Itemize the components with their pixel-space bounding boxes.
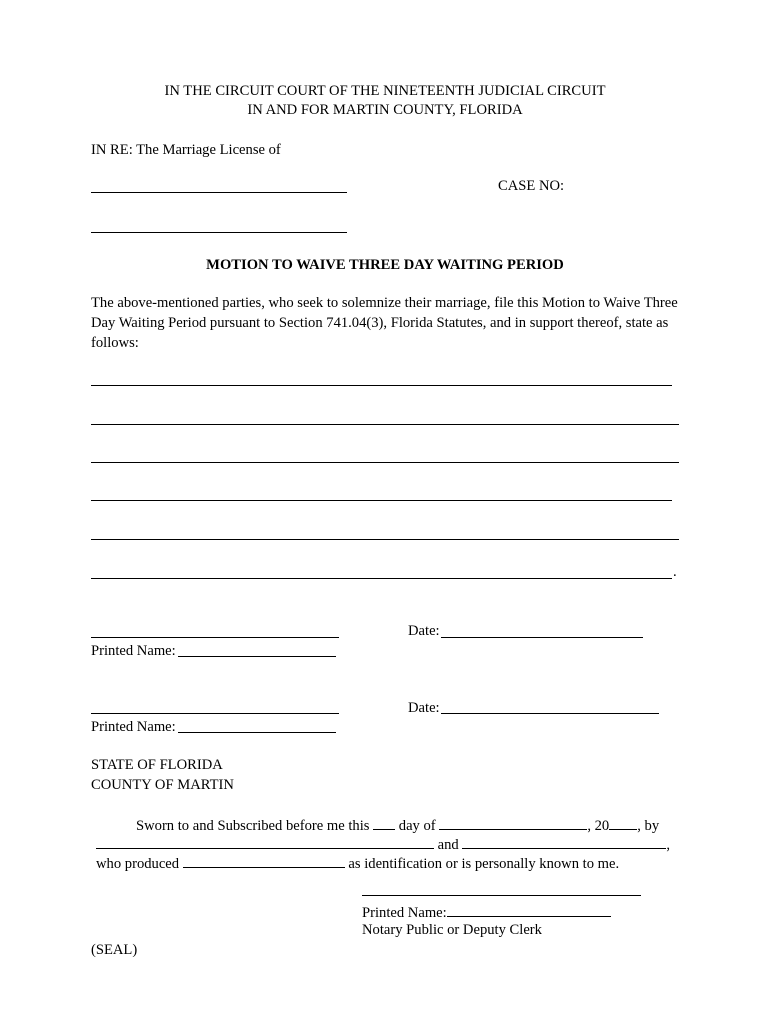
venue-state: STATE OF FLORIDA [91, 757, 223, 773]
jurat-by-text: , by [637, 818, 660, 834]
jurat-and-text: and [437, 837, 459, 853]
printed-name-label-2: Printed Name: [91, 719, 176, 735]
in-re-label: IN RE: The Marriage License of [91, 142, 281, 158]
jurat-year-field[interactable] [609, 815, 637, 830]
statement-line-6[interactable] [91, 578, 672, 579]
motion-intro-paragraph: The above-mentioned parties, who seek to solemnize their marriage, file this Motion to Waive Three Day Waiting Period pursuant to Section 741.04(3), Florida Statutes, and in support thereof, state as follows: [91, 295, 678, 351]
court-header-line-2: IN AND FOR MARTIN COUNTY, FLORIDA [247, 102, 523, 118]
party-1-name-field[interactable] [91, 192, 347, 193]
jurat-party-1-field[interactable] [96, 834, 434, 849]
jurat-month-field[interactable] [439, 815, 587, 830]
jurat-who-produced-text: who produced [96, 856, 180, 872]
statement-line-4[interactable] [91, 500, 672, 501]
printed-name-field-1[interactable] [178, 656, 336, 657]
seal-placeholder: (SEAL) [91, 942, 138, 958]
jurat-line-2 [96, 834, 670, 854]
jurat-identification-text: as identification or is personally known to me. [348, 856, 620, 872]
printed-name-field-2[interactable] [178, 732, 336, 733]
printed-name-label-1: Printed Name: [91, 643, 176, 659]
date-label-2: Date: [408, 700, 440, 716]
jurat-line-1 [136, 815, 659, 835]
signature-line-2[interactable] [91, 713, 339, 714]
motion-title: MOTION TO WAIVE THREE DAY WAITING PERIOD [206, 257, 564, 273]
court-header-line-1: IN THE CIRCUIT COURT OF THE NINETEENTH JUDICIAL CIRCUIT [164, 83, 606, 99]
statement-line-2[interactable] [91, 424, 679, 425]
statement-line-3[interactable] [91, 462, 679, 463]
date-field-2[interactable] [441, 713, 659, 714]
statement-end-period: . [673, 564, 677, 580]
notary-printed-name-field[interactable] [447, 902, 611, 917]
case-number-label: CASE NO: [498, 178, 565, 194]
jurat-sworn-text: Sworn to and Subscribed before me this [136, 818, 370, 834]
jurat-day-field[interactable] [373, 815, 395, 830]
statement-line-5[interactable] [91, 539, 679, 540]
jurat-comma: , [666, 837, 671, 853]
statement-line-1[interactable] [91, 385, 672, 386]
date-label-1: Date: [408, 623, 440, 639]
jurat-identification-field[interactable] [183, 853, 345, 868]
party-2-name-field[interactable] [91, 232, 347, 233]
notary-printed-name-label: Printed Name: [362, 905, 447, 921]
notary-printed-name-row [362, 902, 611, 922]
jurat-line-3 [96, 853, 619, 873]
notary-title: Notary Public or Deputy Clerk [362, 922, 542, 938]
jurat-party-2-field[interactable] [462, 834, 666, 849]
venue-county: COUNTY OF MARTIN [91, 777, 234, 793]
jurat-year-prefix: , 20 [587, 818, 610, 834]
jurat-day-of-text: day of [398, 818, 436, 834]
signature-line-1[interactable] [91, 637, 339, 638]
date-field-1[interactable] [441, 637, 643, 638]
notary-signature-line[interactable] [362, 895, 641, 896]
